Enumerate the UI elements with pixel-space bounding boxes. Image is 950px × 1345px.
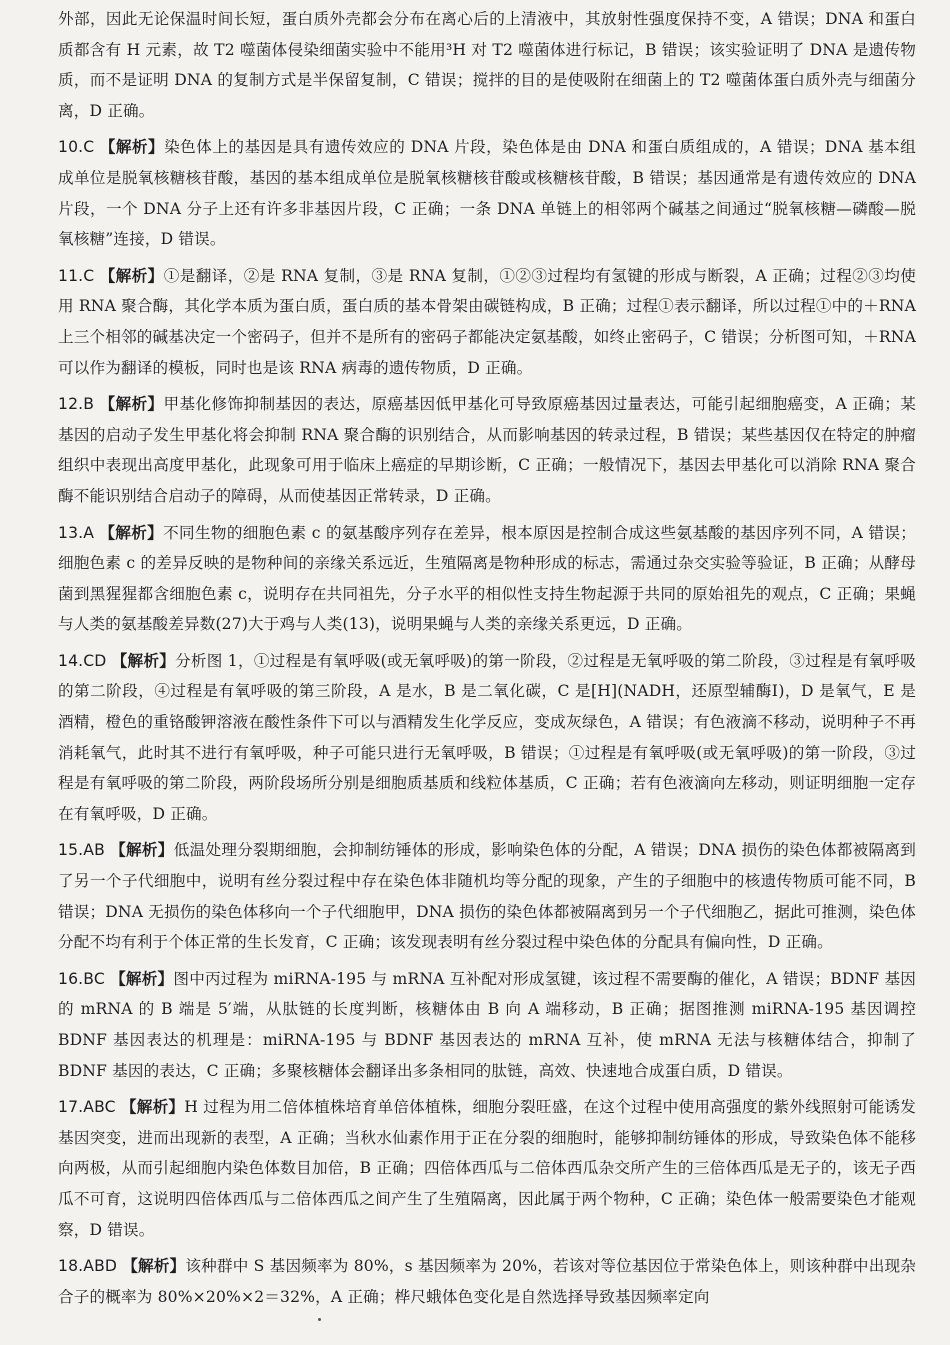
item-answer: C: [83, 138, 95, 157]
item-answer: C: [83, 266, 95, 285]
item-answer: B: [83, 395, 95, 414]
analysis-text: 染色体上的基因是具有遗传效应的 DNA 片段，染色体是由 DNA 和蛋白质组成的，A 错误；DNA 基本组成单位是脱氧核糖核苷酸，基因的基本组成单位是脱氧核糖核苷酸或核糖核苷酸，B 错误；基因通常是有遗传效应的 DNA 片段，一个 DNA 分子上还有许多非基因片段，C 正确；一条 DNA 单链上的相邻两个碱基之间通过“脱氧核糖—磷酸—脱氧核糖”连接，D 错误。: [58, 138, 916, 249]
analysis-label: 【解析】: [111, 651, 176, 670]
analysis-text: ①是翻译，②是 RNA 复制，③是 RNA 复制，①②③过程均有氢键的形成与断裂，A 正确；过程②③均使用 RNA 聚合酶，其化学本质为蛋白质，蛋白质的基本骨架由碳链构成，B 正确；过程①表示翻译，所以过程①中的＋RNA 上三个相邻的碱基决定一个密码子，但并不是所有的密码子都能决定氨基酸，如终止密码子，C 错误；分析图可知，＋RNA 可以作为翻译的模板，同时也是该 RNA 病毒的遗传物质，D 正确。: [58, 266, 916, 377]
item-number: 17.: [58, 1098, 84, 1117]
analysis-text: 低温处理分裂期细胞，会抑制纺锤体的形成，影响染色体的分配，A 错误；DNA 损伤的染色体都被隔离到了另一个子代细胞中，说明有丝分裂过程中存在染色体非随机均等分配的现象，产生的子细胞中的核遗传物质可能不同，B 错误；DNA 无损伤的染色体移向一个子代细胞甲，DNA 损伤的染色体都被隔离到另一个子代细胞乙，据此可推测，染色体分配不均有利于个体正常的生长发育，C 正确；该发现表明有丝分裂过程中染色体的分配具有偏向性，D 正确。: [58, 841, 917, 952]
item-answer: CD: [83, 651, 107, 670]
answer-item-17: [58, 1092, 916, 1245]
answer-item-13: [58, 518, 916, 640]
answer-item-16: [58, 964, 916, 1086]
item-number: 10.: [58, 138, 84, 157]
analysis-label: 【解析】: [122, 1257, 186, 1276]
answer-item-14: [58, 646, 916, 830]
answer-item-11: [58, 261, 916, 383]
answer-item-15: [58, 835, 916, 957]
item-answer: ABD: [83, 1257, 118, 1276]
analysis-label: 【解析】: [99, 523, 164, 542]
analysis-label: 【解析】: [99, 266, 164, 285]
analysis-label: 【解析】: [99, 395, 164, 414]
answer-item-10: [58, 132, 916, 254]
item-answer: A: [83, 523, 95, 542]
item-number: 13.: [58, 523, 84, 542]
analysis-label: 【解析】: [99, 138, 165, 157]
item-answer: ABC: [83, 1098, 116, 1117]
answer-item-18: [58, 1251, 916, 1312]
continuation-paragraph: 外部，因此无论保温时间长短，蛋白质外壳都会分布在离心后的上清液中，其放射性强度保持不变，A 错误；DNA 和蛋白质都含有 H 元素，故 T2 噬菌体侵染细菌实验中不能用³H 对 T2 噬菌体进行标记，B 错误；该实验证明了 DNA 是遗传物质，而不是证明 DNA 的复制方式是半保留复制，C 错误；搅拌的目的是使吸附在细菌上的 T2 噬菌体蛋白质外壳与细菌分离，D 正确。: [58, 10, 916, 120]
item-number: 11.: [58, 266, 84, 285]
analysis-text: 不同生物的细胞色素 c 的氨基酸序列存在差异，根本原因是控制合成这些氨基酸的基因序列不同，A 错误；细胞色素 c 的差异反映的是物种间的亲缘关系远近，生殖隔离是物种形成的标志，需通过杂交实验等验证，B 正确；从酵母菌到黑猩猩都含细胞色素 c，说明存在共同祖先，分子水平的相似性支持生物起源于共同的原始祖先的观点，C 正确；果蝇与人类的氨基酸差异数(27)大于鸡与人类(13)，说明果蝇与人类的亲缘关系更远，D 正确。: [58, 523, 916, 634]
item-number: 12.: [58, 395, 84, 414]
analysis-text: 图中丙过程为 miRNA-195 与 mRNA 互补配对形成氢键，该过程不需要酶的催化，A 错误；BDNF 基因的 mRNA 的 B 端是 5′端，从肽链的长度判断，核糖体由 B 向 A 端移动，B 正确；据图推测 miRNA-195 基因调控 BDNF 基因表达的机理是：miRNA-195 与 BDNF 基因表达的 mRNA 互补，使 mRNA 无法与核糖体结合，抑制了 BDNF 基因的表达，C 正确；多聚核糖体会翻译出多条相同的肽链，高效、快速地合成蛋白质，D 错误。: [58, 969, 917, 1080]
analysis-label: 【解析】: [110, 969, 174, 988]
answer-items: [58, 132, 916, 1312]
answer-item-12: [58, 389, 916, 511]
item-answer: AB: [83, 841, 105, 860]
item-number: 16.: [58, 969, 84, 988]
item-number: 14.: [58, 651, 84, 670]
page-dot-mark: [318, 1318, 321, 1321]
item-answer: BC: [83, 969, 105, 988]
analysis-text: 分析图 1，①过程是有氧呼吸(或无氧呼吸)的第一阶段，②过程是无氧呼吸的第二阶段，③过程是有氧呼吸的第二阶段，④过程是有氧呼吸的第三阶段，A 是水，B 是二氧化碳，C 是[H](NADH，还原型辅酶Ⅰ)，D 是氧气，E 是酒精，橙色的重铬酸钾溶液在酸性条件下可以与酒精发生化学反应，变成灰绿色，A 错误；有色液滴不移动，说明种子不再消耗氧气，此时其不进行有氧呼吸，种子可能只进行无氧呼吸，B 错误；①过程是有氧呼吸(或无氧呼吸)的第一阶段，③过程是有氧呼吸的第二阶段，两阶段场所分别是细胞质基质和线粒体基质，C 正确；若有色液滴向左移动，则证明细胞一定存在有氧呼吸，D 正确。: [58, 651, 917, 823]
analysis-text: H 过程为用二倍体植株培育单倍体植株，细胞分裂旺盛，在这个过程中使用高强度的紫外线照射可能诱发基因突变，进而出现新的表型，A 正确；当秋水仙素作用于正在分裂的细胞时，能够抑制纺锤体的形成，导致染色体不能移向两极，从而引起细胞内染色体数目加倍，B 正确；四倍体西瓜与二倍体西瓜杂交所产生的三倍体西瓜是无子的，该无子西瓜不可育，这说明四倍体西瓜与二倍体西瓜之间产生了生殖隔离，因此属于两个物种，C 正确；染色体一般需要染色才能观察，D 错误。: [58, 1098, 917, 1239]
analysis-label: 【解析】: [120, 1098, 185, 1117]
item-number: 15.: [58, 841, 84, 860]
analysis-label: 【解析】: [110, 841, 174, 860]
analysis-text: 甲基化修饰抑制基因的表达，原癌基因低甲基化可导致原癌基因过量表达，可能引起细胞癌变，A 正确；某基因的启动子发生甲基化将会抑制 RNA 聚合酶的识别结合，从而影响基因的转录过程，B 错误；某些基因仅在特定的肿瘤组织中表现出高度甲基化，此现象可用于临床上癌症的早期诊断，C 正确；一般情况下，基因去甲基化可以消除 RNA 聚合酶不能识别结合启动子的障碍，从而使基因正常转录，D 正确。: [58, 395, 916, 505]
item-number: 18.: [58, 1257, 84, 1276]
answer-key-page: [58, 4, 916, 1318]
analysis-text: 该种群中 S 基因频率为 80%，s 基因频率为 20%，若该对等位基因位于常染色体上，则该种群中出现杂合子的概率为 80%×20%×2＝32%，A 正确；桦尺蛾体色变化是自然选择导致基因频率定向: [58, 1257, 917, 1306]
